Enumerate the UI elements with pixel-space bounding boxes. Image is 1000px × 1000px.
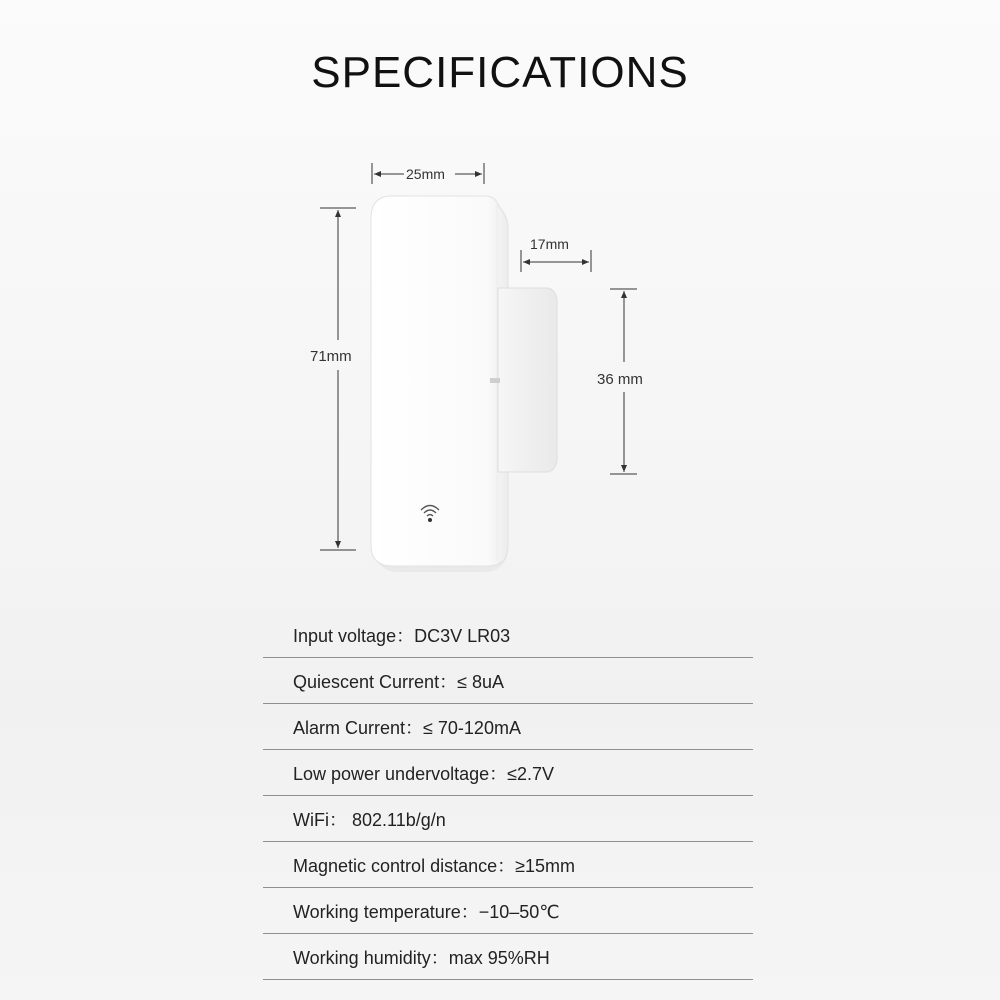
spec-alarm-current: Alarm Current：≤ 70-120mA xyxy=(263,704,753,750)
spec-quiescent-current: Quiescent Current：≤ 8uA xyxy=(263,658,753,704)
spec-magnetic-control-distance: Magnetic control distance：≥15mm xyxy=(263,842,753,888)
sensor-body xyxy=(371,196,508,566)
spec-input-voltage: Input voltage：DC3V LR03 xyxy=(263,612,753,658)
spec-wifi: WiFi： 802.11b/g/n xyxy=(263,796,753,842)
spec-working-temperature: Working temperature：−10–50℃ xyxy=(263,888,753,934)
magnet-height-dimension xyxy=(597,289,643,474)
magnet-body xyxy=(498,288,557,472)
magnet-height-label: 36 mm xyxy=(597,371,643,388)
spec-table xyxy=(263,612,753,980)
width-dimension xyxy=(372,163,484,184)
magnet-width-label: 17mm xyxy=(530,236,569,252)
width-label: 25mm xyxy=(406,166,445,182)
height-dimension xyxy=(310,208,356,550)
spec-working-humidity: Working humidity：max 95%RH xyxy=(263,934,753,980)
page-title: SPECIFICATIONS xyxy=(311,48,689,97)
magnet-width-dimension xyxy=(521,236,591,272)
height-label: 71mm xyxy=(310,348,352,365)
spec-low-power-undervoltage: Low power undervoltage：≤2.7V xyxy=(263,750,753,796)
